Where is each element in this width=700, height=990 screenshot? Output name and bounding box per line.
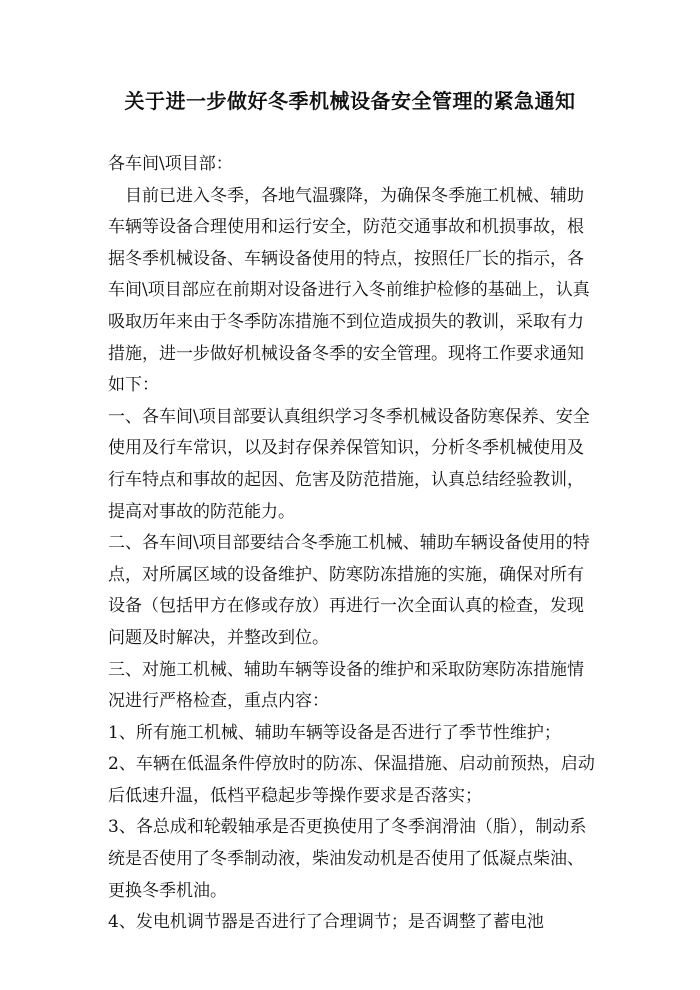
item-one: 1、所有施工机械、辅助车辆等设备是否进行了季节性维护； [108, 722, 561, 743]
section-two: 二、各车间\项目部要结合冬季施工机械、辅助车辆设备使用的特点，对所属区域的设备维护、防寒防冻措施的实施，确保对所有设备（包括甲方在修或存放）再进行一次全面认真的检查，发现问题及时解决，并整改到位。 [108, 533, 590, 648]
section-three: 三、对施工机械、辅助车辆等设备的维护和采取防寒防冻措施情况进行严格检查，重点内容： [108, 659, 584, 712]
item-three: 3、各总成和轮毂轴承是否更换使用了冬季润滑油（脂），制动系统是否使用了冬季制动液，柴油发动机是否使用了低凝点柴油、更换冬季机油。 [108, 817, 587, 901]
item-four: 4、发电机调节器是否进行了合理调节；是否调整了蓄电池 [108, 912, 544, 933]
salutation: 各车间\项目部： [108, 154, 233, 174]
document-body [108, 149, 598, 939]
section-one: 一、各车间\项目部要认真组织学习冬季机械设备防寒保养、安全使用及行车常识，以及封存保养保管知识，分析冬季机械使用及行车特点和事故的起因、危害及防范措施，认真总结经验教训，提高对事故的防范能力。 [108, 406, 590, 522]
document-title: 关于进一步做好冬季机械设备安全管理的紧急通知 [124, 89, 576, 113]
intro-paragraph: 目前已进入冬季，各地气温骤降，为确保冬季施工机械、辅助车辆等设备合理使用和运行安全，防范交通事故和机损事故，根据冬季机械设备、车辆设备使用的特点，按照任厂长的指示，各车间\项目部应在前期对设备进行入冬前维护检修的基础上，认真吸取历年来由于冬季防冻措施不到位造成损失的教训，采取有力措施，进一步做好机械设备冬季的安全管理。现将工作要求通知如下： [108, 185, 590, 396]
item-two: 2、车辆在低温条件停放时的防冻、保温措施、启动前预热，启动后低速升温，低档平稳起步等操作要求是否落实； [108, 754, 595, 806]
